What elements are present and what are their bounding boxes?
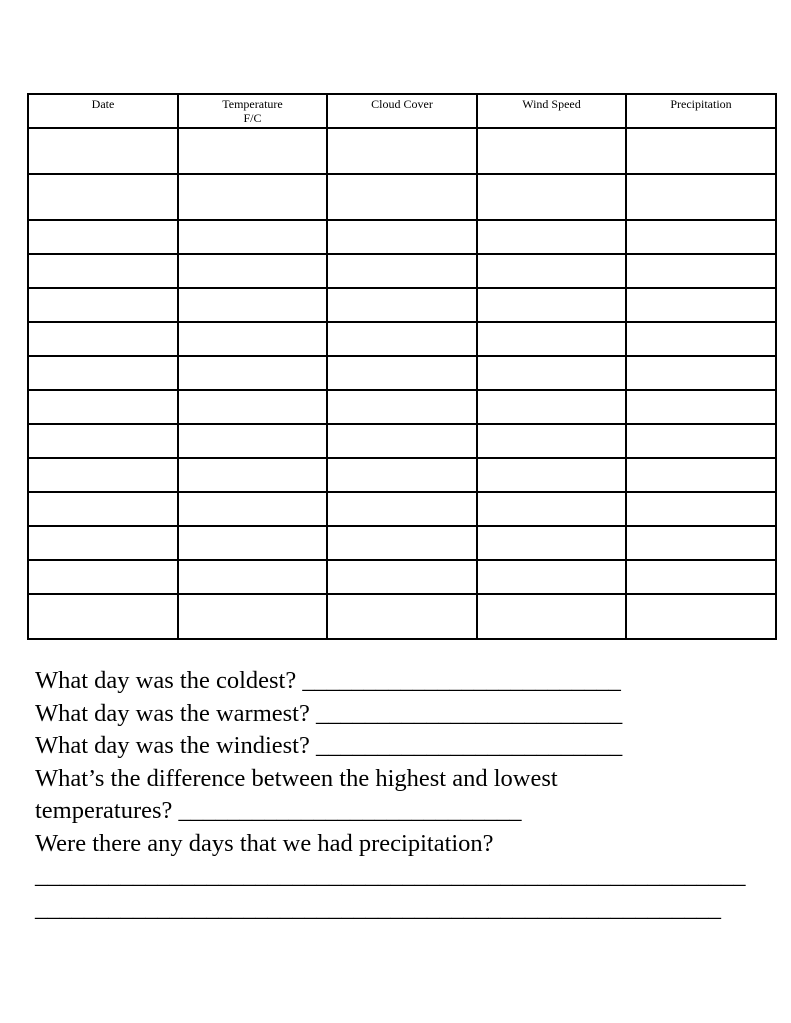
table-cell-cloud-cover [327,560,477,594]
table-cell-precipitation [626,356,776,390]
table-cell-date [28,424,178,458]
table-cell-date [28,458,178,492]
table-cell-temperature [178,594,327,639]
table-row [28,174,776,220]
table-row [28,424,776,458]
table-cell-wind-speed [477,322,626,356]
question-text: What day was the coldest? [35,667,297,694]
question-text: temperatures? [35,797,173,824]
answer-blank: _________________________ [315,699,623,727]
table-cell-wind-speed [477,356,626,390]
table-cell-wind-speed [477,254,626,288]
table-cell-precipitation [626,174,776,220]
question-text: What day was the warmest? [35,699,310,727]
question-temperature-difference [35,763,775,796]
table-cell-cloud-cover [327,128,477,174]
table-cell-precipitation [626,424,776,458]
table-cell-precipitation [626,560,776,594]
column-header-wind-speed [477,94,626,128]
column-label: Temperature F/C [222,97,283,125]
table-cell-date [28,594,178,639]
table-cell-temperature [178,492,327,526]
table-cell-temperature [178,526,327,560]
table-cell-wind-speed [477,458,626,492]
question-temperature-difference-cont [35,795,775,828]
table-cell-cloud-cover [327,458,477,492]
table-cell-wind-speed [477,424,626,458]
answer-blank: ____________________________ [178,797,522,824]
table-cell-date [28,560,178,594]
question-text: What day was the windiest? [35,732,310,759]
table-cell-wind-speed [477,526,626,560]
table-cell-temperature [178,174,327,220]
question-text: What’s the difference between the highest and lowest [35,764,558,792]
table-cell-wind-speed [477,128,626,174]
column-label: Precipitation [670,97,732,111]
table-cell-temperature [178,288,327,322]
table-row [28,594,776,639]
question-coldest [35,665,775,698]
answer-line-1: __________________________________________________________ [35,862,746,889]
table-cell-date [28,526,178,560]
table-cell-wind-speed [477,594,626,639]
table-cell-temperature [178,560,327,594]
column-header-date [28,94,178,128]
table-cell-cloud-cover [327,254,477,288]
table-cell-date [28,174,178,220]
table-cell-cloud-cover [327,174,477,220]
column-label: Date [91,97,115,111]
table-cell-wind-speed [477,560,626,594]
table-cell-date [28,288,178,322]
table-row [28,288,776,322]
table-cell-precipitation [626,390,776,424]
question-windiest [35,730,775,763]
table-row [28,458,776,492]
weather-log-table [27,93,777,640]
answer-blank: __________________________ [302,667,621,694]
table-cell-temperature [178,322,327,356]
table-cell-cloud-cover [327,322,477,356]
table-row [28,322,776,356]
table-cell-cloud-cover [327,424,477,458]
table-row [28,560,776,594]
table-cell-precipitation [626,288,776,322]
table-cell-cloud-cover [327,288,477,322]
table-cell-temperature [178,128,327,174]
table-row [28,390,776,424]
table-cell-cloud-cover [327,356,477,390]
question-list [35,665,775,925]
column-label: Cloud Cover [371,97,433,111]
table-cell-date [28,356,178,390]
table-cell-date [28,322,178,356]
column-header-temperature [178,94,327,128]
table-cell-precipitation [626,322,776,356]
table-cell-precipitation [626,492,776,526]
table-row [28,526,776,560]
answer-line-2: ________________________________________________________ [35,894,721,922]
table-cell-precipitation [626,594,776,639]
table-cell-temperature [178,220,327,254]
table-cell-wind-speed [477,390,626,424]
table-cell-temperature [178,390,327,424]
table-cell-date [28,390,178,424]
table-cell-precipitation [626,526,776,560]
table-row [28,220,776,254]
table-cell-precipitation [626,220,776,254]
question-text: Were there any days that we had precipitation? [35,829,494,857]
column-label: Wind Speed [522,97,581,111]
table-cell-date [28,254,178,288]
table-row [28,128,776,174]
table-cell-temperature [178,356,327,390]
question-precipitation [35,828,775,861]
table-cell-precipitation [626,254,776,288]
table-cell-wind-speed [477,288,626,322]
table-cell-precipitation [626,458,776,492]
table-row [28,492,776,526]
table-cell-temperature [178,254,327,288]
question-warmest [35,698,775,731]
table-cell-date [28,128,178,174]
column-header-cloud-cover [327,94,477,128]
table-cell-date [28,220,178,254]
table-cell-wind-speed [477,174,626,220]
table-cell-cloud-cover [327,594,477,639]
table-cell-wind-speed [477,220,626,254]
column-header-precipitation [626,94,776,128]
table-cell-precipitation [626,128,776,174]
table-row [28,356,776,390]
table-cell-cloud-cover [327,492,477,526]
table-cell-temperature [178,424,327,458]
table-header-row [28,94,776,128]
table-cell-cloud-cover [327,390,477,424]
table-cell-temperature [178,458,327,492]
answer-blank: _________________________ [315,732,623,759]
table-cell-cloud-cover [327,220,477,254]
table-body [28,128,776,639]
table-row [28,254,776,288]
table-cell-wind-speed [477,492,626,526]
table-cell-date [28,492,178,526]
table-cell-cloud-cover [327,526,477,560]
